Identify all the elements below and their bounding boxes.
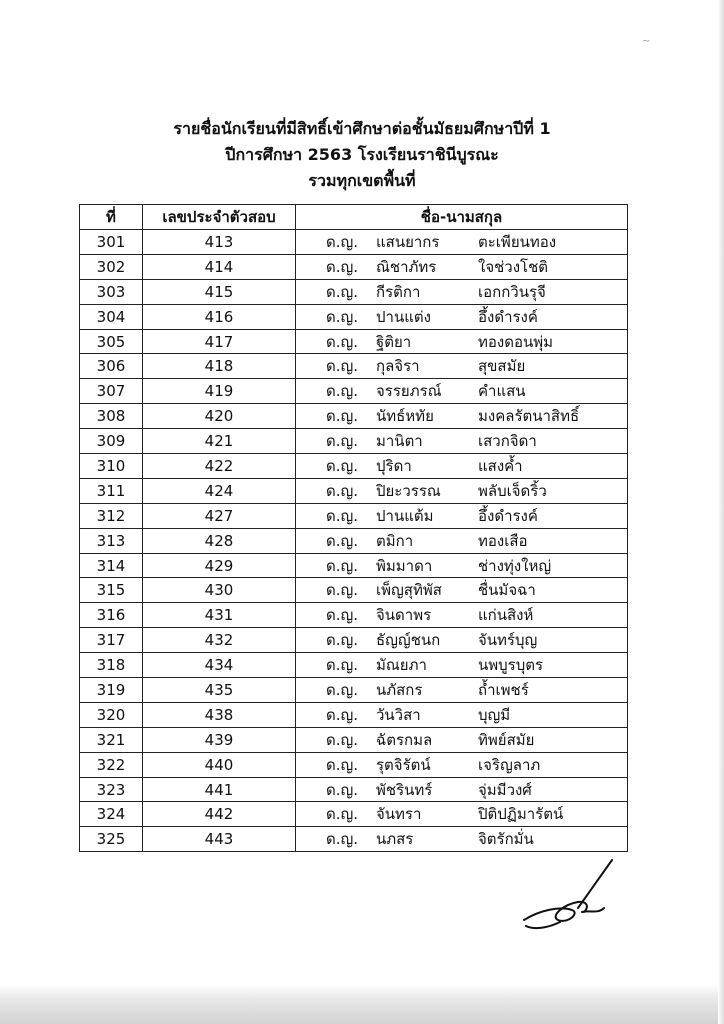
exam-id: 414 [143, 254, 296, 279]
row-number: 325 [80, 827, 143, 852]
last-name: เจริญลาภ [478, 755, 541, 774]
table-row [80, 528, 628, 553]
page-subtitle: ปีการศึกษา 2563 โรงเรียนราชินีบูรณะ [225, 145, 499, 164]
name-prefix: ด.ญ. [326, 257, 359, 276]
first-name: นัทธ์หทัย [376, 407, 434, 426]
exam-id: 439 [143, 727, 296, 752]
name-prefix: ด.ญ. [326, 830, 359, 849]
column-header-number: ที่ [80, 205, 143, 230]
first-name: ฐิติยา [376, 332, 412, 351]
exam-id: 441 [143, 777, 296, 802]
row-number: 306 [80, 354, 143, 379]
first-name: เพ็ญสุทิพัส [376, 581, 442, 600]
row-number: 309 [80, 429, 143, 454]
exam-id: 418 [143, 354, 296, 379]
name-prefix: ด.ญ. [326, 606, 359, 625]
last-name: ทิพย์สมัย [478, 730, 535, 749]
student-name-cell [296, 404, 628, 429]
table-row [80, 354, 628, 379]
name-prefix: ด.ญ. [326, 631, 359, 650]
table-row [80, 678, 628, 703]
table-body [80, 230, 628, 852]
table-row [80, 304, 628, 329]
exam-id: 427 [143, 503, 296, 528]
first-name: จินดาพร [376, 606, 432, 625]
table-row [80, 478, 628, 503]
table-row [80, 454, 628, 479]
first-name: ปานแต่ง [376, 307, 431, 326]
exam-id: 440 [143, 752, 296, 777]
page-title: รายชื่อนักเรียนที่มีสิทธิ์เข้าศึกษาต่อชั้นมัธยมศึกษาปีที่ 1 [173, 119, 551, 138]
student-name-cell [296, 230, 628, 255]
row-number: 321 [80, 727, 143, 752]
document-heading [0, 116, 724, 194]
first-name: จรรยภรณ์ [376, 382, 442, 401]
student-name-cell [296, 653, 628, 678]
first-name: กีรติกา [376, 282, 421, 301]
exam-id: 430 [143, 578, 296, 603]
last-name: เสวกจิดา [478, 432, 537, 451]
row-number: 320 [80, 702, 143, 727]
first-name: รุตจิรัตน์ [376, 755, 431, 774]
table-row [80, 628, 628, 653]
exam-id: 438 [143, 702, 296, 727]
name-prefix: ด.ญ. [326, 581, 359, 600]
first-name: ปานแต้ม [376, 506, 434, 525]
name-prefix: ด.ญ. [326, 780, 359, 799]
row-number: 301 [80, 230, 143, 255]
table-row [80, 727, 628, 752]
student-name-cell [296, 528, 628, 553]
first-name: แสนยากร [376, 232, 440, 251]
last-name: ตะเพียนทอง [478, 232, 557, 251]
name-prefix: ด.ญ. [326, 307, 359, 326]
name-prefix: ด.ญ. [326, 506, 359, 525]
table-row [80, 254, 628, 279]
row-number: 315 [80, 578, 143, 603]
row-number: 303 [80, 279, 143, 304]
student-name-cell [296, 603, 628, 628]
name-prefix: ด.ญ. [326, 556, 359, 575]
student-name-cell [296, 827, 628, 852]
column-header-full-name: ชื่อ-นามสกุล [296, 205, 628, 230]
row-number: 323 [80, 777, 143, 802]
student-table [79, 204, 628, 852]
page-group-label: รวมทุกเขตพื้นที่ [308, 171, 416, 190]
row-number: 317 [80, 628, 143, 653]
student-name-cell [296, 329, 628, 354]
student-name-cell [296, 354, 628, 379]
first-name: ณิชาภัทร [376, 257, 437, 276]
last-name: บุญมี [478, 705, 511, 724]
first-name: จันทรา [376, 805, 422, 824]
first-name: ธัญญ์ชนก [376, 631, 441, 650]
first-name: ตมิกา [376, 531, 414, 550]
last-name: นพบูรบุตร [478, 656, 544, 675]
first-name: วันวิสา [376, 705, 421, 724]
exam-id: 417 [143, 329, 296, 354]
table-row [80, 777, 628, 802]
last-name: ชื่นมัจฉา [478, 581, 536, 600]
row-number: 316 [80, 603, 143, 628]
last-name: เอกกวินรุจี [478, 282, 546, 301]
row-number: 305 [80, 329, 143, 354]
last-name: คำแสน [478, 382, 526, 401]
first-name: นภัสกร [376, 680, 423, 699]
name-prefix: ด.ญ. [326, 382, 359, 401]
exam-id: 443 [143, 827, 296, 852]
name-prefix: ด.ญ. [326, 805, 359, 824]
name-prefix: ด.ญ. [326, 407, 359, 426]
exam-id: 442 [143, 802, 296, 827]
student-name-cell [296, 553, 628, 578]
table-row [80, 503, 628, 528]
last-name: ทองดอนพุ่ม [478, 332, 553, 351]
table-row [80, 702, 628, 727]
last-name: สุขสมัย [478, 357, 526, 376]
last-name: ปิติปฏิมารัตน์ [478, 805, 564, 824]
first-name: มัณยภา [376, 656, 427, 675]
row-number: 302 [80, 254, 143, 279]
exam-id: 415 [143, 279, 296, 304]
scan-shadow-bottom [0, 984, 724, 1024]
last-name: อึ้งดำรงค์ [478, 506, 538, 525]
name-prefix: ด.ญ. [326, 282, 359, 301]
table-row [80, 279, 628, 304]
student-name-cell [296, 254, 628, 279]
student-name-cell [296, 628, 628, 653]
exam-id: 419 [143, 379, 296, 404]
first-name: กุลจิรา [376, 357, 420, 376]
name-prefix: ด.ญ. [326, 481, 359, 500]
exam-id: 421 [143, 429, 296, 454]
name-prefix: ด.ญ. [326, 332, 359, 351]
exam-id: 424 [143, 478, 296, 503]
student-name-cell [296, 578, 628, 603]
signature-mark [520, 858, 616, 934]
exam-id: 434 [143, 653, 296, 678]
row-number: 310 [80, 454, 143, 479]
row-number: 324 [80, 802, 143, 827]
row-number: 318 [80, 653, 143, 678]
exam-id: 431 [143, 603, 296, 628]
table-row [80, 379, 628, 404]
first-name: ปิยะวรรณ [376, 481, 441, 500]
last-name: อึ้งดำรงค์ [478, 307, 538, 326]
name-prefix: ด.ญ. [326, 432, 359, 451]
name-prefix: ด.ญ. [326, 456, 359, 475]
first-name: ปุริดา [376, 456, 412, 475]
last-name: มงคลรัตนาสิทธิ์ [478, 407, 580, 426]
exam-id: 432 [143, 628, 296, 653]
first-name: ฉัตรกมล [376, 730, 433, 749]
table-row [80, 230, 628, 255]
row-number: 314 [80, 553, 143, 578]
row-number: 311 [80, 478, 143, 503]
table-row [80, 603, 628, 628]
table-row [80, 802, 628, 827]
exam-id: 416 [143, 304, 296, 329]
first-name: นภสร [376, 830, 414, 849]
last-name: พลับเจ็ดริ้ว [478, 481, 547, 500]
row-number: 322 [80, 752, 143, 777]
name-prefix: ด.ญ. [326, 357, 359, 376]
student-name-cell [296, 678, 628, 703]
last-name: แสงค้ำ [478, 456, 523, 475]
row-number: 312 [80, 503, 143, 528]
table-row [80, 553, 628, 578]
exam-id: 413 [143, 230, 296, 255]
student-name-cell [296, 702, 628, 727]
table-header-row [80, 205, 628, 230]
name-prefix: ด.ญ. [326, 755, 359, 774]
table-row [80, 329, 628, 354]
name-prefix: ด.ญ. [326, 232, 359, 251]
student-name-cell [296, 454, 628, 479]
last-name: จันทร์บุญ [478, 631, 538, 650]
first-name: พัชรินทร์ [376, 780, 433, 799]
student-name-cell [296, 777, 628, 802]
student-name-cell [296, 429, 628, 454]
last-name: ทองเสือ [478, 531, 528, 550]
first-name: มานิตา [376, 432, 423, 451]
student-name-cell [296, 727, 628, 752]
last-name: แก่นสิงห์ [478, 606, 534, 625]
table-row [80, 653, 628, 678]
student-name-cell [296, 279, 628, 304]
row-number: 308 [80, 404, 143, 429]
name-prefix: ด.ญ. [326, 531, 359, 550]
table-row [80, 404, 628, 429]
row-number: 304 [80, 304, 143, 329]
name-prefix: ด.ญ. [326, 705, 359, 724]
student-name-cell [296, 503, 628, 528]
row-number: 313 [80, 528, 143, 553]
table-row [80, 578, 628, 603]
exam-id: 422 [143, 454, 296, 479]
exam-id: 420 [143, 404, 296, 429]
row-number: 319 [80, 678, 143, 703]
row-number: 307 [80, 379, 143, 404]
student-name-cell [296, 379, 628, 404]
scan-speck: ~ [642, 36, 651, 47]
name-prefix: ด.ญ. [326, 680, 359, 699]
table-row [80, 752, 628, 777]
last-name: จิตรักมั่น [478, 830, 534, 849]
student-name-cell [296, 304, 628, 329]
table-row [80, 429, 628, 454]
exam-id: 429 [143, 553, 296, 578]
name-prefix: ด.ญ. [326, 730, 359, 749]
scan-shadow-right [718, 0, 724, 1024]
name-prefix: ด.ญ. [326, 656, 359, 675]
last-name: ใจช่วงโชติ [478, 257, 549, 276]
table-row [80, 827, 628, 852]
student-name-cell [296, 478, 628, 503]
last-name: ช่างทุ่งใหญ่ [478, 556, 552, 575]
last-name: ถ้ำเพชร์ [478, 680, 529, 699]
student-name-cell [296, 802, 628, 827]
exam-id: 435 [143, 678, 296, 703]
exam-id: 428 [143, 528, 296, 553]
student-name-cell [296, 752, 628, 777]
first-name: พิมมาดา [376, 556, 433, 575]
column-header-exam-id: เลขประจำตัวสอบ [143, 205, 296, 230]
last-name: จุ่มมีวงศ์ [478, 780, 532, 799]
